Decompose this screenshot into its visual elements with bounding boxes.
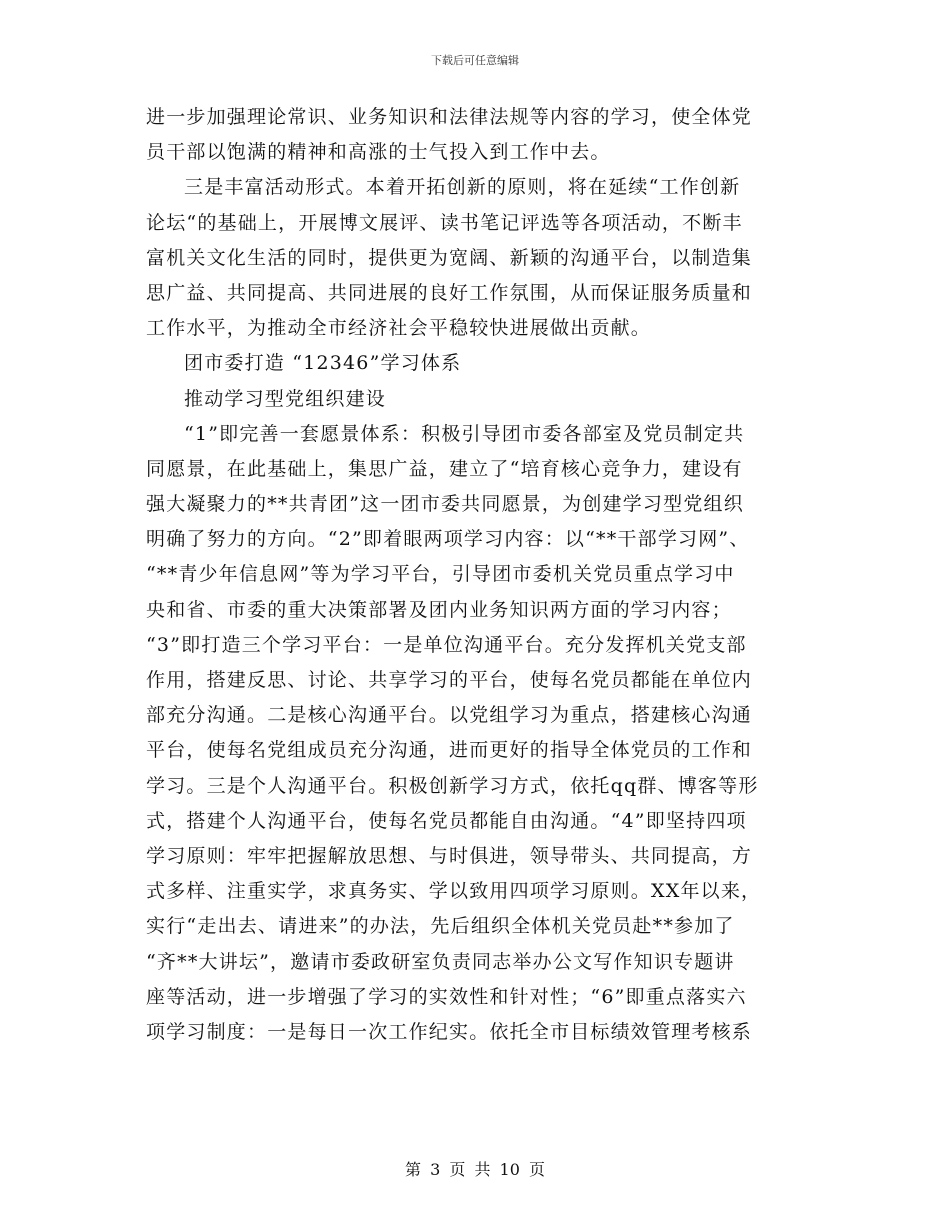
page-footer: 第 3 页 共 10 页 [405, 1160, 545, 1179]
text-line: 员干部以饱满的精神和高涨的士气投入到工作中去。 [146, 141, 611, 164]
text-line: 部充分沟通。二是核心沟通平台。以党组学习为重点，搭建核心沟通 [146, 704, 753, 727]
text-line: 式，搭建个人沟通平台，使每名党员都能自由沟通。“4”即坚持四项 [146, 809, 747, 832]
text-line: 工作水平，为推动全市经济社会平稳较快进展做出贡献。 [146, 317, 652, 340]
text-line: 作用，搭建反思、讨论、共享学习的平台，使每名党员都能在单位内 [146, 669, 753, 691]
text-line: 项学习制度：一是每日一次工作纪实。依托全市目标绩效管理考核系 [146, 1020, 753, 1043]
text-line: “**青少年信息网”等为学习平台，引导团市委机关党员重点学习中 [146, 563, 735, 586]
text-line: “3”即打造三个学习平台：一是单位沟通平台。充分发挥机关党支部 [146, 633, 747, 656]
document-body [146, 100, 806, 1050]
text-line: 强大凝聚力的**共青团”这一团市委共同愿景，为创建学习型党组织 [146, 493, 744, 516]
text-line: 学习原则：牢牢把握解放思想、与时俱进，领导带头、共同提高，方 [146, 844, 753, 867]
text-line: 进一步加强理论常识、业务知识和法律法规等内容的学习，使全体党 [146, 106, 753, 128]
text-line: 学习。三是个人沟通平台。积极创新学习方式，依托qq群、博客等形 [146, 774, 759, 797]
text-line: 论坛“的基础上，开展博文展评、读书笔记评选等各项活动，不断丰 [146, 211, 743, 234]
text-line: 央和省、市委的重大决策部署及团内业务知识两方面的学习内容； [146, 598, 732, 621]
page-header: 下载后可任意编辑 [431, 54, 519, 67]
section-subheading: 推动学习型党组织建设 [184, 387, 387, 410]
paragraph-start: 三是丰富活动形式。本着开拓创新的原则，将在延续“工作创新 [184, 176, 741, 199]
paragraph-start: “1”即完善一套愿景体系：积极引导团市委各部室及党员制定共 [184, 422, 745, 445]
text-line: “齐**大讲坛”，邀请市委政研室负责同志举办公文写作知识专题讲 [146, 950, 735, 973]
text-line: 式多样、注重实学，求真务实、学以致用四项学习原则。XX年以来， [146, 880, 762, 903]
text-line: 实行“走出去、请进来”的办法，先后组织全体机关党员赴**参加了 [146, 915, 735, 938]
text-line: 明确了努力的方向。“2”即着眼两项学习内容：以“**干部学习网”、 [146, 528, 750, 551]
text-line: 同愿景，在此基础上，集思广益，建立了“培育核心竞争力，建设有 [146, 457, 743, 480]
text-line: 座等活动，进一步增强了学习的实效性和针对性；“6”即重点落实六 [146, 985, 747, 1008]
text-line: 思广益、共同提高、共同进展的良好工作氛围，从而保证服务质量和 [146, 281, 753, 304]
text-line: 富机关文化生活的同时，提供更为宽阔、新颖的沟通平台，以制造集 [146, 246, 753, 269]
section-heading: 团市委打造 “12346”学习体系 [184, 352, 462, 375]
text-line: 平台，使每名党组成员充分沟通，进而更好的指导全体党员的工作和 [146, 739, 753, 762]
